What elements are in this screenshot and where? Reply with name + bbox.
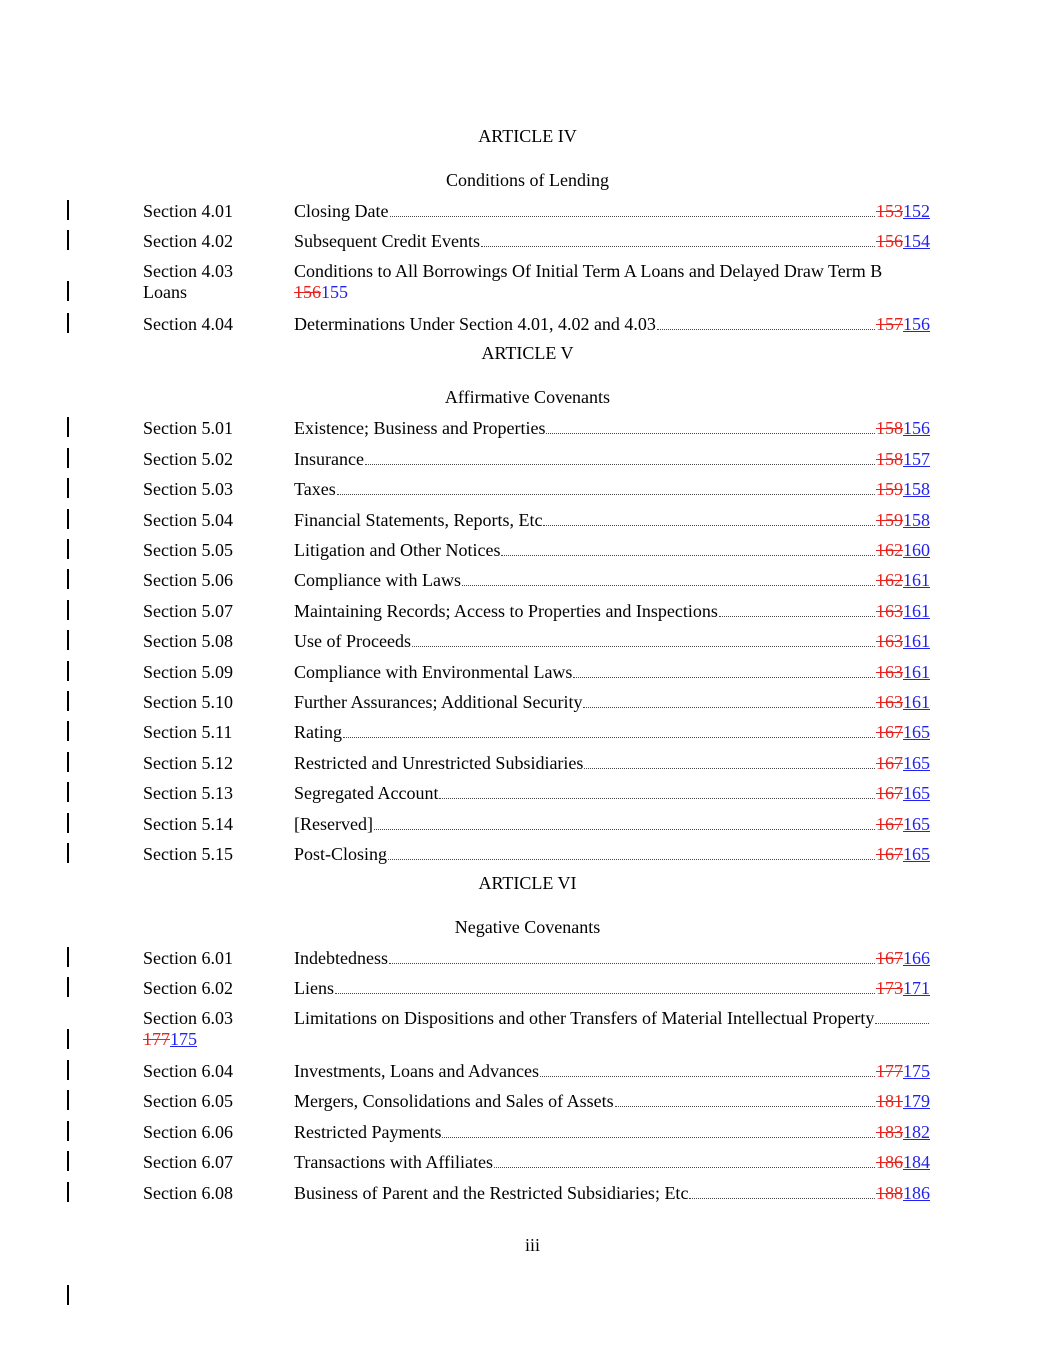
old-page-number: 163 <box>876 692 903 712</box>
dot-leader <box>573 676 875 678</box>
change-bar <box>67 600 69 620</box>
toc-entry[interactable] <box>143 600 930 622</box>
old-page-number: 167 <box>876 844 903 864</box>
dot-leader <box>390 215 876 217</box>
toc-entry[interactable] <box>143 1151 930 1173</box>
old-page-number: 158 <box>876 449 903 469</box>
old-page-number: 186 <box>876 1152 903 1172</box>
section-number: Section 5.11 <box>143 722 233 742</box>
section-title: Compliance with Laws <box>294 570 461 590</box>
section-title-continuation: Loans <box>143 282 187 302</box>
toc-entry[interactable] <box>143 630 930 652</box>
change-bar <box>67 691 69 711</box>
toc-entry[interactable] <box>143 1121 930 1143</box>
old-page-number: 163 <box>876 662 903 682</box>
toc-entry[interactable] <box>143 813 930 835</box>
section-number: Section 5.13 <box>143 783 233 803</box>
section-title: Compliance with Environmental Laws <box>294 662 573 682</box>
toc-entry[interactable] <box>143 200 930 222</box>
section-number: Section 5.15 <box>143 844 233 864</box>
change-bar <box>67 1029 69 1049</box>
dot-leader <box>481 245 875 247</box>
toc-entry[interactable] <box>143 752 930 774</box>
section-number: Section 5.02 <box>143 449 233 469</box>
old-page-number: 173 <box>876 978 903 998</box>
dot-leader <box>584 767 875 769</box>
section-number: Section 4.03 <box>143 261 233 281</box>
old-page-number: 156 <box>876 231 903 251</box>
toc-entry[interactable] <box>143 1060 930 1082</box>
section-number: Section 4.02 <box>143 231 233 251</box>
dot-leader <box>719 615 875 617</box>
new-page-link[interactable]: 154 <box>903 231 930 251</box>
change-bar <box>67 721 69 741</box>
dot-leader <box>540 1075 875 1077</box>
old-page-number: 153 <box>876 201 903 221</box>
toc-entry[interactable] <box>143 539 930 561</box>
section-title: Determinations Under Section 4.01, 4.02 and 4.03 <box>294 314 656 334</box>
toc-entry[interactable] <box>143 448 930 470</box>
section-number: Section 5.14 <box>143 814 233 834</box>
new-page-link[interactable]: 182 <box>903 1122 930 1142</box>
old-page-number: 156 <box>294 282 321 302</box>
old-page-number: 167 <box>876 948 903 968</box>
change-bar <box>67 313 69 333</box>
change-bar <box>67 478 69 498</box>
section-number: Section 4.01 <box>143 201 233 221</box>
change-bar <box>67 1151 69 1171</box>
dot-leader <box>442 1136 875 1138</box>
section-number: Section 6.01 <box>143 948 233 968</box>
old-page-number: 177 <box>143 1029 170 1049</box>
new-page-link[interactable]: 160 <box>903 540 930 560</box>
old-page-number: 177 <box>876 1061 903 1081</box>
new-page-link[interactable]: 158 <box>903 479 930 499</box>
article-iv-title: ARTICLE IV <box>478 126 577 146</box>
dot-leader <box>501 554 875 556</box>
section-title: Subsequent Credit Events <box>294 231 480 251</box>
dot-leader <box>412 645 875 647</box>
section-number: Section 5.12 <box>143 753 233 773</box>
new-page-link[interactable]: 155 <box>321 282 348 302</box>
change-bar <box>67 630 69 650</box>
section-number: Section 6.06 <box>143 1122 233 1142</box>
toc-entry[interactable] <box>143 569 930 591</box>
dot-leader <box>494 1166 875 1168</box>
old-page-number: 159 <box>876 510 903 530</box>
dot-leader <box>335 992 875 994</box>
toc-entry[interactable] <box>143 977 930 999</box>
dot-leader <box>615 1105 875 1107</box>
change-bar <box>67 977 69 997</box>
article-vi-heading: Negative Covenants <box>454 917 601 937</box>
dot-leader <box>583 706 875 708</box>
change-bar <box>67 1182 69 1202</box>
new-page-link[interactable]: 171 <box>903 978 930 998</box>
section-title: Liens <box>294 978 334 998</box>
change-bar <box>67 1285 69 1305</box>
section-title: Segregated Account <box>294 783 439 803</box>
dot-leader <box>875 1022 929 1024</box>
toc-entry[interactable] <box>143 313 930 335</box>
dot-leader <box>374 828 875 830</box>
change-bar <box>67 281 69 301</box>
section-title: Use of Proceeds <box>294 631 411 651</box>
section-number: Section 6.05 <box>143 1091 233 1111</box>
new-page-link[interactable]: 158 <box>903 510 930 530</box>
new-page-link[interactable]: 166 <box>903 948 930 968</box>
section-number: Section 6.02 <box>143 978 233 998</box>
old-page-number: 167 <box>876 814 903 834</box>
new-page-link[interactable]: 161 <box>903 601 930 621</box>
section-number: Section 4.04 <box>143 314 233 334</box>
change-bar <box>67 569 69 589</box>
section-title: Insurance <box>294 449 364 469</box>
section-title: Mergers, Consolidations and Sales of Assets <box>294 1091 614 1111</box>
dot-leader <box>546 432 875 434</box>
article-v-heading: Affirmative Covenants <box>444 387 611 407</box>
toc-entry[interactable] <box>143 417 930 439</box>
dot-leader <box>462 584 875 586</box>
new-page-link[interactable]: 175 <box>903 1061 930 1081</box>
change-bar <box>67 1060 69 1080</box>
section-number: Section 5.05 <box>143 540 233 560</box>
section-number: Section 5.03 <box>143 479 233 499</box>
new-page-link[interactable]: 175 <box>170 1029 197 1049</box>
old-page-number: 167 <box>876 753 903 773</box>
old-page-number: 158 <box>876 418 903 438</box>
old-page-number: 181 <box>876 1091 903 1111</box>
new-page-link[interactable]: 161 <box>903 692 930 712</box>
section-title: Litigation and Other Notices <box>294 540 501 560</box>
dot-leader <box>365 463 875 465</box>
new-page-link[interactable]: 165 <box>903 814 930 834</box>
section-number: Section 6.08 <box>143 1183 233 1203</box>
section-title: Rating <box>294 722 342 742</box>
new-page-link[interactable]: 186 <box>903 1183 930 1203</box>
change-bar <box>67 1090 69 1110</box>
change-bar <box>67 782 69 802</box>
section-title: Limitations on Dispositions and other Transfers of Material Intellectual Property <box>294 1008 875 1028</box>
toc-entry[interactable] <box>143 947 930 969</box>
toc-entry[interactable] <box>143 1090 930 1112</box>
section-title: Restricted Payments <box>294 1122 442 1142</box>
toc-entry[interactable] <box>143 691 930 713</box>
section-number: Section 5.10 <box>143 692 233 712</box>
dot-leader <box>343 736 875 738</box>
dot-leader <box>657 328 875 330</box>
toc-entry[interactable] <box>143 478 930 500</box>
new-page-link[interactable]: 165 <box>903 722 930 742</box>
toc-entry[interactable] <box>143 843 930 865</box>
old-page-number: 157 <box>876 314 903 334</box>
toc-entry[interactable] <box>143 782 930 804</box>
old-page-number: 167 <box>876 722 903 742</box>
section-title: Investments, Loans and Advances <box>294 1061 539 1081</box>
toc-entry[interactable] <box>143 1182 930 1204</box>
new-page-link[interactable]: 152 <box>903 201 930 221</box>
section-title: Existence; Business and Properties <box>294 418 546 438</box>
toc-entry[interactable] <box>143 721 930 743</box>
new-page-link[interactable]: 184 <box>903 1152 930 1172</box>
new-page-link[interactable]: 165 <box>903 844 930 864</box>
section-number: Section 6.03 <box>143 1008 233 1028</box>
dot-leader <box>389 962 875 964</box>
new-page-link[interactable]: 156 <box>903 418 930 438</box>
old-page-number: 163 <box>876 601 903 621</box>
section-number: Section 6.04 <box>143 1061 233 1081</box>
new-page-link[interactable]: 179 <box>903 1091 930 1111</box>
article-iv-heading: Conditions of Lending <box>446 170 609 190</box>
toc-entry[interactable] <box>143 230 930 252</box>
section-title: [Reserved] <box>294 814 373 834</box>
dot-leader <box>439 797 875 799</box>
old-page-number: 188 <box>876 1183 903 1203</box>
change-bar <box>67 448 69 468</box>
section-title: Business of Parent and the Restricted Subsidiaries; Etc <box>294 1183 689 1203</box>
section-title: Indebtedness <box>294 948 388 968</box>
section-title: Conditions to All Borrowings Of Initial Term A Loans and Delayed Draw Term B <box>294 261 883 281</box>
article-v-title: ARTICLE V <box>481 343 574 363</box>
article-vi-title: ARTICLE VI <box>478 873 577 893</box>
change-bar <box>67 417 69 437</box>
section-number: Section 5.07 <box>143 601 233 621</box>
section-title: Taxes <box>294 479 336 499</box>
change-bar <box>67 813 69 833</box>
change-bar <box>67 843 69 863</box>
page-number: iii <box>524 1235 540 1255</box>
change-bar <box>67 509 69 529</box>
new-page-link[interactable]: 161 <box>903 662 930 682</box>
toc-entry[interactable] <box>143 661 930 683</box>
change-bar <box>67 200 69 220</box>
section-title: Further Assurances; Additional Security <box>294 692 583 712</box>
section-title: Transactions with Affiliates <box>294 1152 493 1172</box>
new-page-link[interactable]: 165 <box>903 783 930 803</box>
dot-leader <box>543 524 875 526</box>
section-number: Section 5.08 <box>143 631 233 651</box>
dot-leader <box>337 493 875 495</box>
old-page-number: 183 <box>876 1122 903 1142</box>
section-number: Section 6.07 <box>143 1152 233 1172</box>
new-page-link[interactable]: 161 <box>903 570 930 590</box>
new-page-link[interactable]: 157 <box>903 449 930 469</box>
old-page-number: 163 <box>876 631 903 651</box>
change-bar <box>67 1121 69 1141</box>
new-page-link[interactable]: 156 <box>903 314 930 334</box>
old-page-number: 162 <box>876 540 903 560</box>
change-bar <box>67 752 69 772</box>
section-title: Restricted and Unrestricted Subsidiaries <box>294 753 584 773</box>
section-title: Post-Closing <box>294 844 388 864</box>
section-number: Section 5.01 <box>143 418 233 438</box>
section-number: Section 5.06 <box>143 570 233 590</box>
change-bar <box>67 230 69 250</box>
dot-leader <box>689 1197 875 1199</box>
section-title: Closing Date <box>294 201 389 221</box>
change-bar <box>67 661 69 681</box>
new-page-link[interactable]: 165 <box>903 753 930 773</box>
section-number: Section 5.09 <box>143 662 233 682</box>
section-number: Section 5.04 <box>143 510 233 530</box>
new-page-link[interactable]: 161 <box>903 631 930 651</box>
dot-leader <box>388 858 875 860</box>
section-title: Maintaining Records; Access to Properties and Inspections <box>294 601 718 621</box>
toc-entry[interactable] <box>143 509 930 531</box>
change-bar <box>67 539 69 559</box>
section-title: Financial Statements, Reports, Etc <box>294 510 543 530</box>
old-page-number: 167 <box>876 783 903 803</box>
old-page-number: 162 <box>876 570 903 590</box>
change-bar <box>67 947 69 967</box>
old-page-number: 159 <box>876 479 903 499</box>
